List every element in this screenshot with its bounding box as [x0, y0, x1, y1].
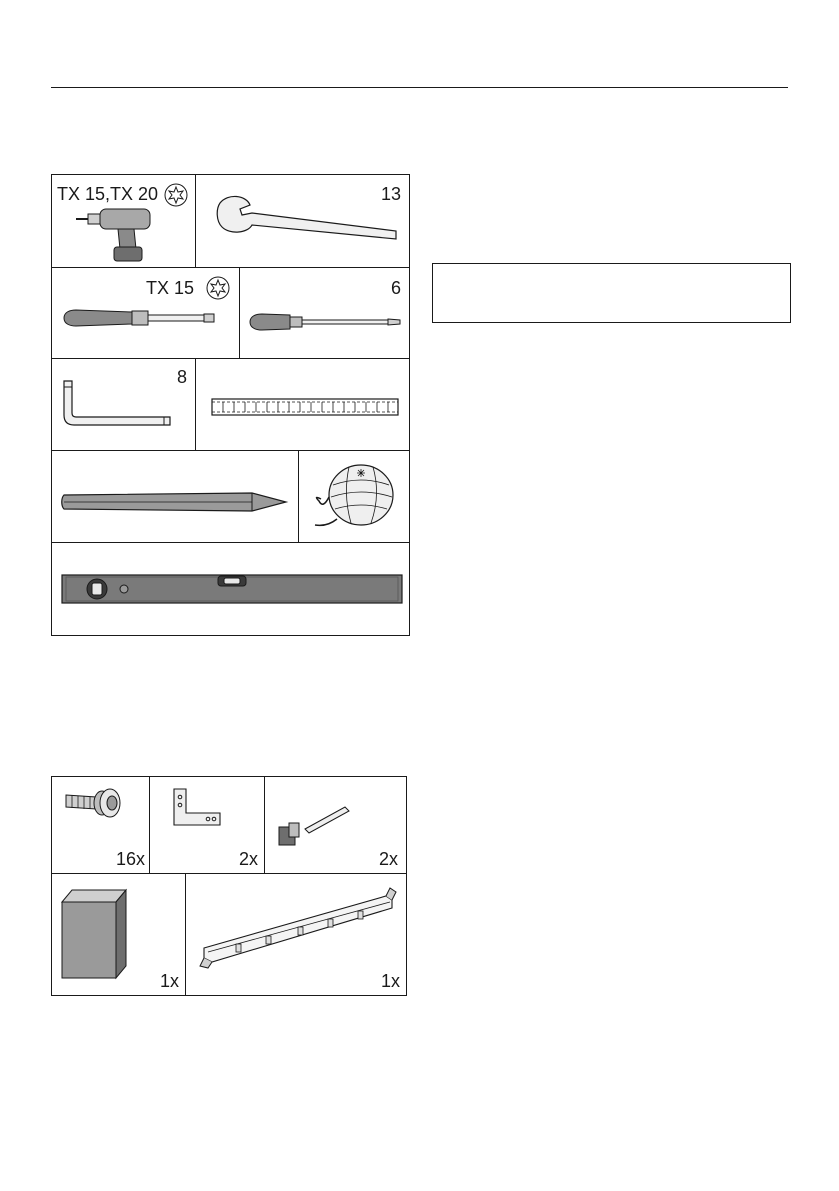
header-rule — [51, 87, 788, 88]
spacer-cell — [264, 777, 406, 873]
tools-grid — [51, 174, 410, 636]
tape-measure-cell — [195, 358, 409, 450]
box-cell — [52, 873, 185, 995]
spacer-quantity: 2x — [378, 849, 398, 869]
note-box — [432, 263, 791, 323]
l-bracket-quantity: 2x — [238, 849, 258, 869]
pencil-cell — [52, 450, 298, 542]
torx-screwdriver-label: TX 15 — [146, 278, 195, 298]
l-bracket-cell — [149, 777, 264, 873]
drill-cell — [52, 175, 195, 267]
flat-screwdriver-icon — [240, 268, 410, 359]
hex-key-size-label: 8 — [176, 367, 187, 387]
torx-screwdriver-cell — [52, 267, 239, 358]
wrench-cell — [195, 175, 409, 267]
box-quantity: 1x — [159, 971, 179, 991]
flat-screwdriver-cell — [239, 267, 409, 358]
flat-screwdriver-label: 6 — [390, 278, 401, 298]
spirit-level-cell — [52, 542, 409, 635]
hex-key-icon — [52, 359, 195, 451]
screw-cell — [52, 777, 149, 873]
hex-key-cell — [52, 358, 195, 450]
cordless-drill-icon — [52, 175, 195, 267]
trim-strip-cell — [185, 873, 406, 995]
measuring-tape-icon — [196, 359, 410, 451]
pencil-icon — [52, 451, 298, 543]
trim-strip-quantity: 1x — [380, 971, 400, 991]
parts-grid — [51, 776, 407, 996]
wrench-size-label: 13 — [380, 184, 401, 204]
spirit-level-icon — [52, 543, 409, 636]
string-cell — [298, 450, 409, 542]
string-ball-icon — [299, 451, 410, 543]
open-end-wrench-icon — [196, 175, 410, 267]
torx-screwdriver-icon — [52, 268, 239, 359]
screw-quantity: 16x — [115, 849, 145, 869]
trim-strip-icon — [186, 874, 407, 996]
drill-bit-label: TX 15,TX 20 — [57, 184, 159, 204]
